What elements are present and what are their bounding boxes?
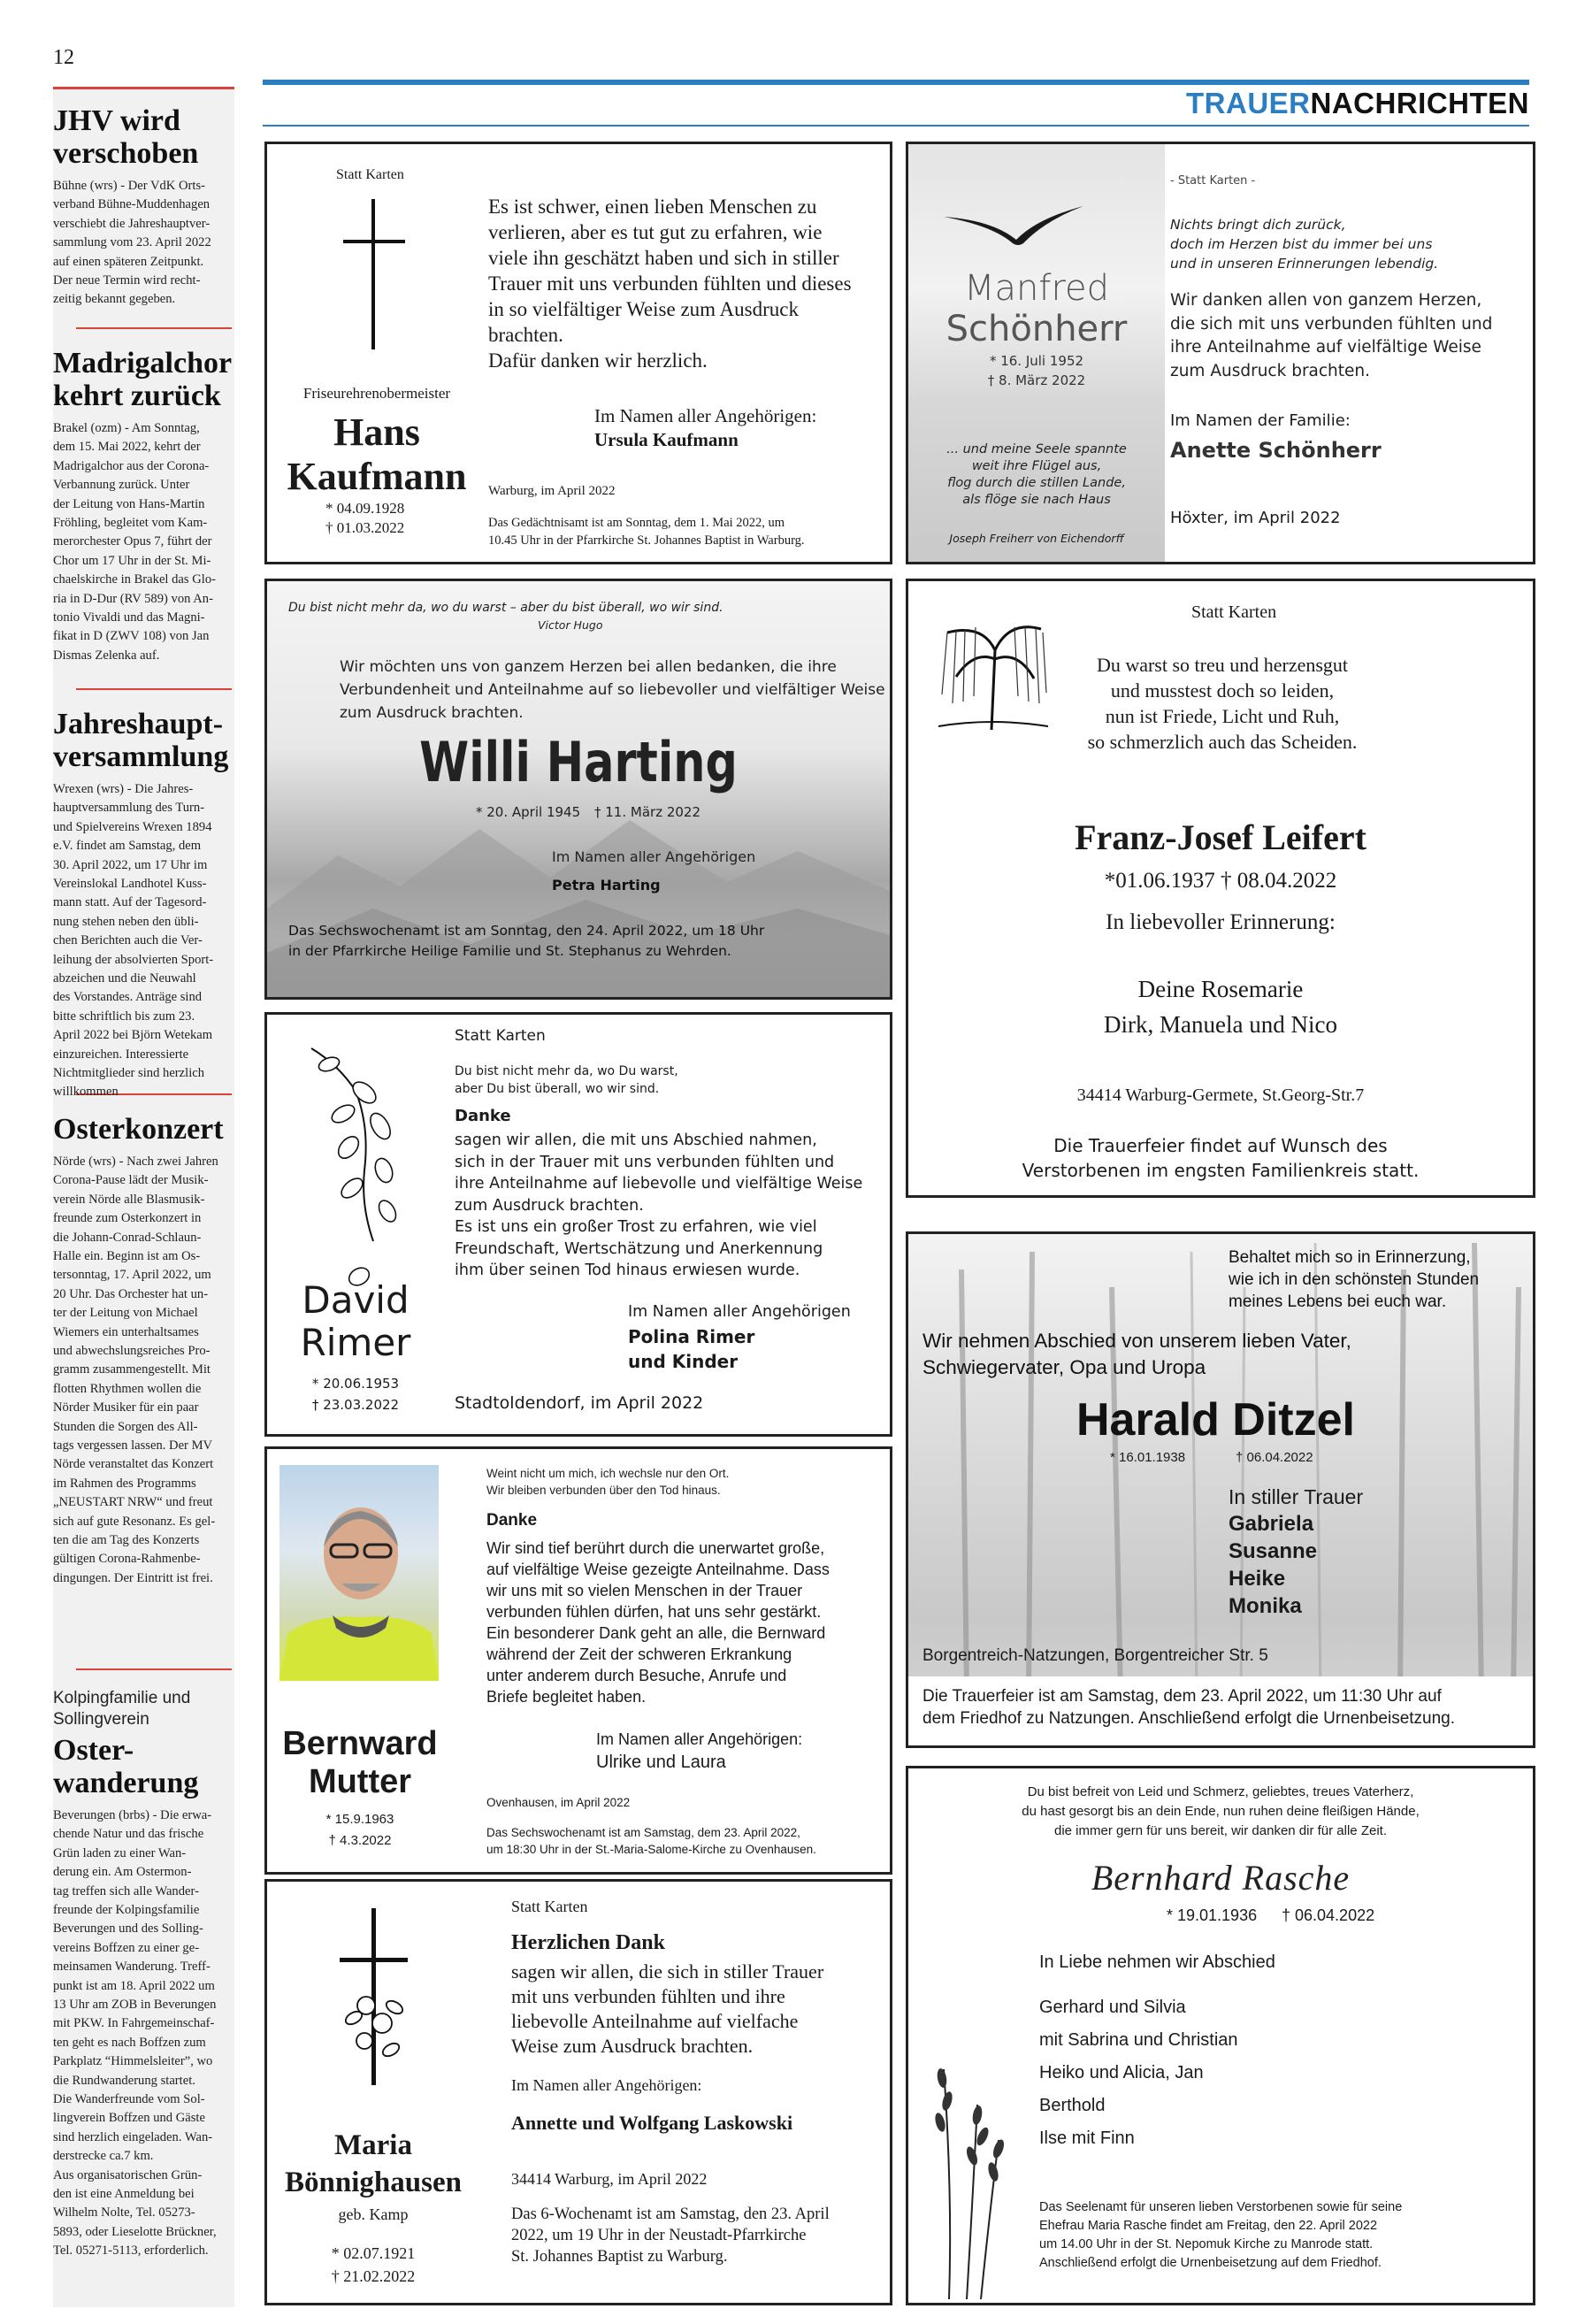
harting-name: Willi Harting <box>419 730 738 794</box>
article-line: willkommen <box>53 1085 119 1100</box>
harting-death: † 11. März 2022 <box>594 804 701 820</box>
article-line: und Spielvereins Wrexen 1894 <box>53 819 212 834</box>
mutter-birth: * 15.9.1963 <box>325 1812 394 1827</box>
article-headline: Osterkonzert <box>53 1113 224 1146</box>
article-headline: versammlung <box>53 740 229 773</box>
schoenherr-text: Wir danken allen von ganzem Herzen, die sich mit uns verbunden fühlten und ihre Anteilnahme auf vielfältige Weise zum Ausdruck brachten. <box>1170 291 1493 380</box>
harting-mass: Das Sechswochenamt ist am Sonntag, den 24. April 2022, um 18 Uhr in der Pfarrkirche Heilige Familie und St. Stephanus zu Wehrden. <box>288 923 765 959</box>
article-line: sammlung vom 23. April 2022 <box>53 235 211 250</box>
article-line: gramm zusammengestellt. Mit <box>53 1362 211 1377</box>
article-line: Grün laden zu einer Wan- <box>53 1845 187 1860</box>
ditzel-signoff: In stiller Trauer <box>1229 1485 1364 1508</box>
rasche-text: Du bist befreit von Leid und Schmerz, geliebtes, treues Vaterherz, du hast gesorgt bis an dein Ende, nun ruhen deine fleißigen Hände, die immer gern für uns bereit, wir danken dir für alle Zeit. <box>1022 1784 1420 1838</box>
article-line: mann statt. Auf der Tagesord- <box>53 895 207 910</box>
schoenherr-name-1: Manfred <box>963 268 1110 309</box>
article-line: Nörder Musiker für ein paar <box>53 1400 199 1415</box>
schoenherr-poet: Joseph Freiherr von Eichendorff <box>949 532 1124 545</box>
notice-harting <box>264 579 892 1000</box>
article-line: Wilhelm Nolte, Tel. 05273- <box>53 2205 195 2220</box>
article-line: ten geht es nach Boffzen zum <box>53 2035 206 2050</box>
article-line: Parkplatz “Himmelsleiter”, wo <box>53 2054 213 2069</box>
article-headline: wanderung <box>53 1767 199 1799</box>
article-line: ter der Leitung von Michael <box>53 1306 198 1321</box>
article-line: tags vergessen lassen. Der MV <box>53 1438 213 1453</box>
article-line: e.V. findet am Samstag, dem <box>53 839 202 854</box>
article-line: die Rundwanderung startet. <box>53 2073 195 2088</box>
schoenherr-signer: Anette Schönherr <box>1170 438 1382 463</box>
article-line: dingungen. Der Eintritt ist frei. <box>53 1570 213 1585</box>
kaufmann-signoff: Im Namen aller Angehörigen: <box>594 405 817 426</box>
ditzel-quote: Behaltet mich so in Erinnerzung, wie ich in den schönsten Stunden meines Lebens bei euch war. <box>1229 1248 1480 1311</box>
mutter-text: Wir sind tief berührt durch die unerwartet große, auf vielfältige Weise gezeigte Anteilnahme. Dass wir uns mit so vielen Menschen in der Trauer verbunden fühlen dürfen, hat uns sehr gestärkt. Ein besonderer Dank geht an alle, die Bernward während der Zeit der schweren Erkrankung unter anderem durch Besuche, Anrufe und Briefe begleitet haben. <box>486 1539 830 1706</box>
ditzel-address: Borgentreich-Natzungen, Borgentreicher Str. 5 <box>922 1646 1268 1665</box>
article-separator <box>76 327 232 329</box>
leifert-name: Franz-Josef Leifert <box>1075 817 1366 857</box>
article-line: nung stehen neben den übli- <box>53 914 199 929</box>
article-line: Wrexen (wrs) - Die Jahres- <box>53 782 194 796</box>
article-line: tag treffen sich alle Wander- <box>53 1883 199 1898</box>
mountains-image <box>267 802 890 997</box>
article-separator <box>76 1668 232 1670</box>
mutter-signer: Ulrike und Laura <box>596 1753 726 1772</box>
article-line: freunde der Kolpingsfamilie <box>53 1903 200 1917</box>
boennighausen-maiden: geb. Kamp <box>338 2205 409 2223</box>
leifert-family-1: Deine Rosemarie <box>1137 976 1304 1002</box>
rimer-thanks: Danke <box>455 1107 511 1125</box>
page-number: 12 <box>53 46 74 69</box>
article-line: abzeichen und die Neuwahl <box>53 971 196 986</box>
article-line: tersonntag, 17. April 2022, um <box>53 1268 211 1283</box>
boennighausen-place: 34414 Warburg, im April 2022 <box>511 2170 708 2188</box>
rimer-quote: Du bist nicht mehr da, wo Du warst, aber Du bist überall, wo wir sind. <box>455 1064 678 1096</box>
article-line: Nörde veranstaltet das Konzert <box>53 1457 214 1472</box>
kaufmann-death: † 01.03.2022 <box>325 519 405 536</box>
article-line: Chor um 17 Uhr in der St. Mi- <box>53 553 211 568</box>
boennighausen-signoff: Im Namen aller Angehörigen: <box>511 2076 702 2094</box>
article-line: der Leitung von Hans-Martin <box>53 496 205 511</box>
rasche-name: Bernhard Rasche <box>1091 1858 1351 1898</box>
boennighausen-name-1: Maria <box>334 2129 412 2161</box>
boennighausen-text: sagen wir allen, die sich in stiller Trauer mit uns verbunden fühlten und ihre liebevolle Anteilnahme auf vielfache Weise zum Ausdruck brachten. <box>511 1960 824 2057</box>
portrait-photo <box>279 1465 439 1681</box>
harting-signer: Petra Harting <box>552 877 661 894</box>
article-line: einzureichen. Interessierte <box>53 1047 189 1062</box>
article-line: Verbannung zurück. Unter <box>53 478 190 493</box>
article-line: Madrigalchor aus der Corona- <box>53 458 210 473</box>
article-line: gültigen Corona-Rahmenbe- <box>53 1552 201 1567</box>
ditzel-funeral: Die Trauerfeier ist am Samstag, dem 23. April 2022, um 11:30 Uhr auf dem Friedhof zu Natzungen. Anschließend erfolgt die Urnenbeisetzung. <box>922 1687 1456 1728</box>
article-line: Nichtmitglieder sind herzlich <box>53 1066 205 1080</box>
cross-icon <box>343 199 405 349</box>
article-line: Die Wanderfreunde vom Sol- <box>53 2092 205 2106</box>
rasche-birth: * 19.01.1936 <box>1167 1906 1258 1924</box>
left-top-rule <box>53 87 234 89</box>
rimer-death: † 23.03.2022 <box>311 1397 400 1413</box>
ditzel-intro: Wir nehmen Abschied von unserem lieben Vater, Schwiegervater, Opa und Uropa <box>922 1330 1351 1378</box>
article-line: Beverungen und des Solling- <box>53 1921 203 1937</box>
article-line: derung ein. Am Ostermon- <box>53 1865 192 1880</box>
article-line: Beverungen (brbs) - Die erwa- <box>53 1808 212 1822</box>
article-line: Tel. 05271-5113, erforderlich. <box>53 2243 209 2259</box>
rimer-text: sagen wir allen, die mit uns Abschied nahmen, sich in der Trauer mit uns verbunden fühlten und ihre Anteilnahme auf liebevolle und vielfältige Weise zum Ausdruck brachten. Es ist uns ein großer Trost zu erfahren, wie viel Freundschaft, Wertschätzung und Anerkennung ihm über seinen Tod hinaus erwiesen wurde. <box>455 1131 863 1279</box>
cross-with-roses-icon <box>320 1908 426 2085</box>
boennighausen-signer: Annette und Wolfgang Laskowski <box>511 2112 793 2134</box>
kaufmann-name-1: Hans <box>333 410 420 454</box>
rimer-signoff: Im Namen aller Angehörigen <box>628 1303 851 1321</box>
rasche-mass: Das Seelenamt für unseren lieben Verstorbenen sowie für seine Ehefrau Maria Rasche findet am Freitag, den 22. April 2022 um 14.00 Uhr in der St. Nepomuk Kirche zu Manrode statt. Anschließend erfolgt die Urnenbeisetzung auf dem Friedhof. <box>1039 2200 1403 2270</box>
article-line: 30. April 2022, um 17 Uhr im <box>53 857 208 872</box>
article-line: leihung der absolvierten Sport- <box>53 952 214 967</box>
schoenherr-signoff: Im Namen der Familie: <box>1170 411 1351 430</box>
article-line: chende Natur und das frische <box>53 1827 204 1842</box>
leifert-dates: *01.06.1937 † 08.04.2022 <box>1104 869 1337 893</box>
article-headline: kehrt zurück <box>53 380 221 412</box>
schoenherr-place: Höxter, im April 2022 <box>1170 509 1341 527</box>
kaufmann-name-2: Kaufmann <box>287 455 467 498</box>
article-line: Dismas Zelenka auf. <box>53 648 160 663</box>
harting-quote: Du bist nicht mehr da, wo du warst – aber du bist überall, wo wir sind. <box>288 601 723 615</box>
article-line: Brakel (ozm) - Am Sonntag, <box>53 421 200 435</box>
article-line: chen Berichten auch die Ver- <box>53 933 203 948</box>
article-line: Aus organisatorischen Grün- <box>53 2167 203 2182</box>
kaufmann-text: Es ist schwer, einen lieben Menschen zu verlieren, aber es tut gut zu erfahren, wie viele ihn geschätzt haben und sich in stiller Trauer mit uns verbunden fühlten und dieses in so vielfältiger Weise zum Ausdruck brachten. Dafür danken wir herzlich. <box>488 196 852 372</box>
article-line: des Vorstandes. Anträge sind <box>53 990 203 1005</box>
statt-karten: Statt Karten <box>336 167 404 182</box>
mutter-quote: Weint nicht um mich, ich wechsle nur den Ort. Wir bleiben verbunden über den Tod hinaus. <box>486 1467 730 1497</box>
article-line: verband Bühne-Muddenhagen <box>53 197 211 212</box>
leifert-address: 34414 Warburg-Germete, St.Georg-Str.7 <box>1076 1085 1365 1105</box>
article-line: sind herzlich eingeladen. Wan- <box>53 2129 213 2144</box>
person-avatar <box>279 1465 439 1681</box>
mutter-name-1: Bernward <box>282 1725 438 1762</box>
schoenherr-quote: Nichts bringt dich zurück, doch im Herzen bist du immer bei uns und in unseren Erinnerungen lebendig. <box>1170 217 1439 272</box>
article-kicker: Kolpingfamilie und <box>53 1689 191 1707</box>
statt-karten: Statt Karten <box>1191 602 1277 622</box>
article-line: hauptversammlung des Turn- <box>53 801 205 816</box>
article-line: 13 Uhr am ZOB in Beverungen <box>53 1998 217 2012</box>
harting-signoff: Im Namen aller Angehörigen <box>552 848 756 865</box>
harting-text: Wir möchten uns von ganzem Herzen bei allen bedanken, die ihre Verbundenheit und Anteilnahme auf so liebevoller und vielfältiger Weise zum Ausdruck brachten. <box>340 658 885 722</box>
article-line: flotten Rhythmen wollen die <box>53 1381 202 1396</box>
leifert-memory: In liebevoller Erinnerung: <box>1106 910 1336 934</box>
kaufmann-title: Friseurehrenobermeister <box>302 385 451 402</box>
rasche-death: † 06.04.2022 <box>1282 1906 1375 1924</box>
article-kicker: Sollingverein <box>53 1710 149 1729</box>
notice-leifert <box>906 579 1535 1198</box>
schoenherr-poem: ... und meine Seele spannte weit ihre Flügel aus, flog durch die stillen Lande, als flöge sie nach Haus <box>946 442 1127 507</box>
article-headline: JHV wird <box>53 104 180 137</box>
ditzel-name: Harald Ditzel <box>1076 1394 1355 1446</box>
notice-rimer <box>264 1012 892 1437</box>
rasche-farewell: In Liebe nehmen wir Abschied <box>1039 1952 1275 1972</box>
article-line: chaelskirche in Brakel das Glo- <box>53 572 216 587</box>
ditzel-death: † 06.04.2022 <box>1236 1450 1313 1465</box>
article-line: ten die am Tag des Konzerts <box>53 1533 200 1547</box>
article-line: freunde zum Osterkonzert in <box>53 1211 202 1226</box>
article-line: Corona-Pause lädt der Musik- <box>53 1173 209 1188</box>
rimer-signer-2: und Kinder <box>628 1351 739 1372</box>
article-line: ria in D-Dur (RV 589) von An- <box>53 591 213 606</box>
harting-quote-author: Victor Hugo <box>538 618 603 632</box>
ditzel-birth: * 16.01.1938 <box>1110 1450 1186 1465</box>
section-title: TRAUERNACHRICHTEN <box>1186 87 1529 119</box>
notice-ditzel <box>906 1231 1535 1748</box>
kaufmann-birth: * 04.09.1928 <box>325 500 405 517</box>
willow-tree-icon <box>930 597 1053 730</box>
boennighausen-thanks: Herzlichen Dank <box>511 1931 665 1954</box>
article-line: mit PKW. In Fahrgemeinschaf- <box>53 2016 215 2031</box>
article-line: Vereinslokal Landhotel Kuss- <box>53 877 207 891</box>
article-line: meinsamen Wanderung. Treff- <box>53 1960 211 1975</box>
notice-rasche <box>906 1766 1535 2305</box>
notice-schoenherr <box>906 142 1535 564</box>
boennighausen-name-2: Bönnighausen <box>285 2167 462 2198</box>
notice-boennighausen <box>264 1879 892 2305</box>
leaves-branch-icon <box>302 1038 409 1294</box>
bird-icon <box>944 206 1085 247</box>
article-line: 5893, oder Lieselotte Brückner, <box>53 2224 217 2239</box>
wheat-icon <box>922 2034 1011 2299</box>
mutter-signoff: Im Namen aller Angehörigen: <box>596 1730 803 1748</box>
article-line: derstrecke ca.7 km. <box>53 2149 154 2164</box>
article-line: Wiemers ein unterhaltsames <box>53 1324 199 1339</box>
article-separator <box>76 688 232 690</box>
article-line: und abwechslungsreiches Pro- <box>53 1344 211 1358</box>
article-line: verein Nörde alle Blasmusik- <box>53 1192 205 1207</box>
ditzel-family: Gabriela Susanne Heike Monika <box>1229 1512 1318 1618</box>
harting-birth: * 20. April 1945 <box>476 804 581 820</box>
leifert-poem: Du warst so treu und herzensgut und musstest doch so leiden, nun ist Friede, Licht und Ruh, so schmerzlich auch das Scheiden. <box>1087 654 1358 753</box>
boennighausen-death: † 21.02.2022 <box>331 2267 416 2285</box>
boennighausen-mass: Das 6-Wochenamt ist am Samstag, den 23. April 2022, um 19 Uhr in der Neustadt-Pfarrkirche St. Johannes Baptist zu Warburg. <box>511 2205 830 2266</box>
article-line: verschiebt die Jahreshauptver- <box>53 216 211 231</box>
notice-kaufmann <box>264 142 892 564</box>
rimer-signer-1: Polina Rimer <box>628 1326 755 1347</box>
header-rule <box>263 80 1529 85</box>
mutter-name-2: Mutter <box>308 1763 412 1800</box>
rimer-place: Stadtoldendorf, im April 2022 <box>455 1393 704 1413</box>
leifert-funeral: Die Trauerfeier findet auf Wunsch des Verstorbenen im engsten Familienkreis statt. <box>1022 1135 1420 1181</box>
article-line: sich auf gute Resonanz. Es gel- <box>53 1514 216 1529</box>
article-line: punkt ist am 18. April 2022 um <box>53 1978 215 1993</box>
article-line: April 2022 bei Björn Wetekam <box>53 1028 213 1043</box>
header-rule-2 <box>263 125 1529 127</box>
statt-karten: Statt Karten <box>511 1898 588 1915</box>
article-line: zeitig bekannt gegeben. <box>53 292 176 307</box>
mutter-thanks: Danke <box>486 1511 538 1530</box>
statt-karten: - Statt Karten - <box>1170 174 1256 188</box>
leifert-family-2: Dirk, Manuela und Nico <box>1104 1011 1337 1038</box>
rimer-name-2: Rimer <box>300 1321 411 1364</box>
article-line: im Rahmen des Programms <box>53 1476 196 1491</box>
article-line: Der neue Termin wird recht- <box>53 273 201 288</box>
rimer-birth: * 20.06.1953 <box>311 1376 400 1392</box>
article-headline: Madrigalchor <box>53 347 233 380</box>
statt-karten: Statt Karten <box>455 1027 546 1045</box>
article-line: lingverein Boffzen und Gäste <box>53 2111 205 2126</box>
article-line: fikat in D (ZWV 108) von Jan <box>53 629 210 644</box>
article-headline: Oster- <box>53 1734 134 1767</box>
article-line: 20 Uhr. Das Orchester hat un- <box>53 1286 209 1301</box>
article-line: den ist eine Anmeldung bei <box>53 2187 195 2201</box>
article-line: „NEUSTART NRW“ und freut <box>53 1495 213 1510</box>
article-line: Fröhling, begleitet vom Kam- <box>53 516 208 530</box>
article-line: vereins Boffzen zu einer ge- <box>53 1940 200 1955</box>
article-line: auf einen späteren Zeitpunkt. <box>53 254 204 269</box>
article-line: Nörde (wrs) - Nach zwei Jahren <box>53 1154 218 1169</box>
article-line: bitte schriftlich bis zum 23. <box>53 1009 195 1024</box>
article-line: die Johann-Conrad-Schlaun- <box>53 1230 202 1245</box>
article-headline: Jahreshaupt- <box>53 708 224 740</box>
schoenherr-name-2: Schönherr <box>945 309 1128 349</box>
kaufmann-mass: Das Gedächtnisamt ist am Sonntag, dem 1. Mai 2022, um 10.45 Uhr in der Pfarrkirche St. Johannes Baptist in Warburg. <box>488 516 805 548</box>
notice-mutter <box>264 1446 892 1875</box>
article-headline: verschoben <box>53 137 199 170</box>
mutter-mass: Das Sechswochenamt ist am Samstag, dem 23. April 2022, um 18:30 Uhr in der St.-Maria-Salome-Kirche zu Ovenhausen. <box>486 1826 816 1856</box>
rasche-family: Gerhard und Silvia mit Sabrina und Christian Heiko und Alicia, Jan Berthold Ilse mit Finn <box>1039 1998 1238 2148</box>
article-line: dem 15. Mai 2022, kehrt der <box>53 440 201 455</box>
mutter-death: † 4.3.2022 <box>328 1833 392 1848</box>
schoenherr-death: † 8. März 2022 <box>987 372 1086 388</box>
article-line: Bühne (wrs) - Der VdK Orts- <box>53 179 205 193</box>
article-line: Stunden die Sorgen des All- <box>53 1419 198 1434</box>
schoenherr-birth: * 16. Juli 1952 <box>989 353 1084 369</box>
rimer-name-1: David <box>302 1278 410 1322</box>
kaufmann-place: Warburg, im April 2022 <box>488 484 616 498</box>
article-line: merorchester Opus 7, führt der <box>53 534 212 549</box>
article-line: tonio Vivaldi und das Magni- <box>53 610 205 625</box>
mutter-place: Ovenhausen, im April 2022 <box>486 1796 631 1809</box>
article-line: Halle ein. Beginn ist am Os- <box>53 1249 201 1263</box>
boennighausen-birth: * 02.07.1921 <box>331 2244 416 2262</box>
kaufmann-signer: Ursula Kaufmann <box>594 429 739 450</box>
